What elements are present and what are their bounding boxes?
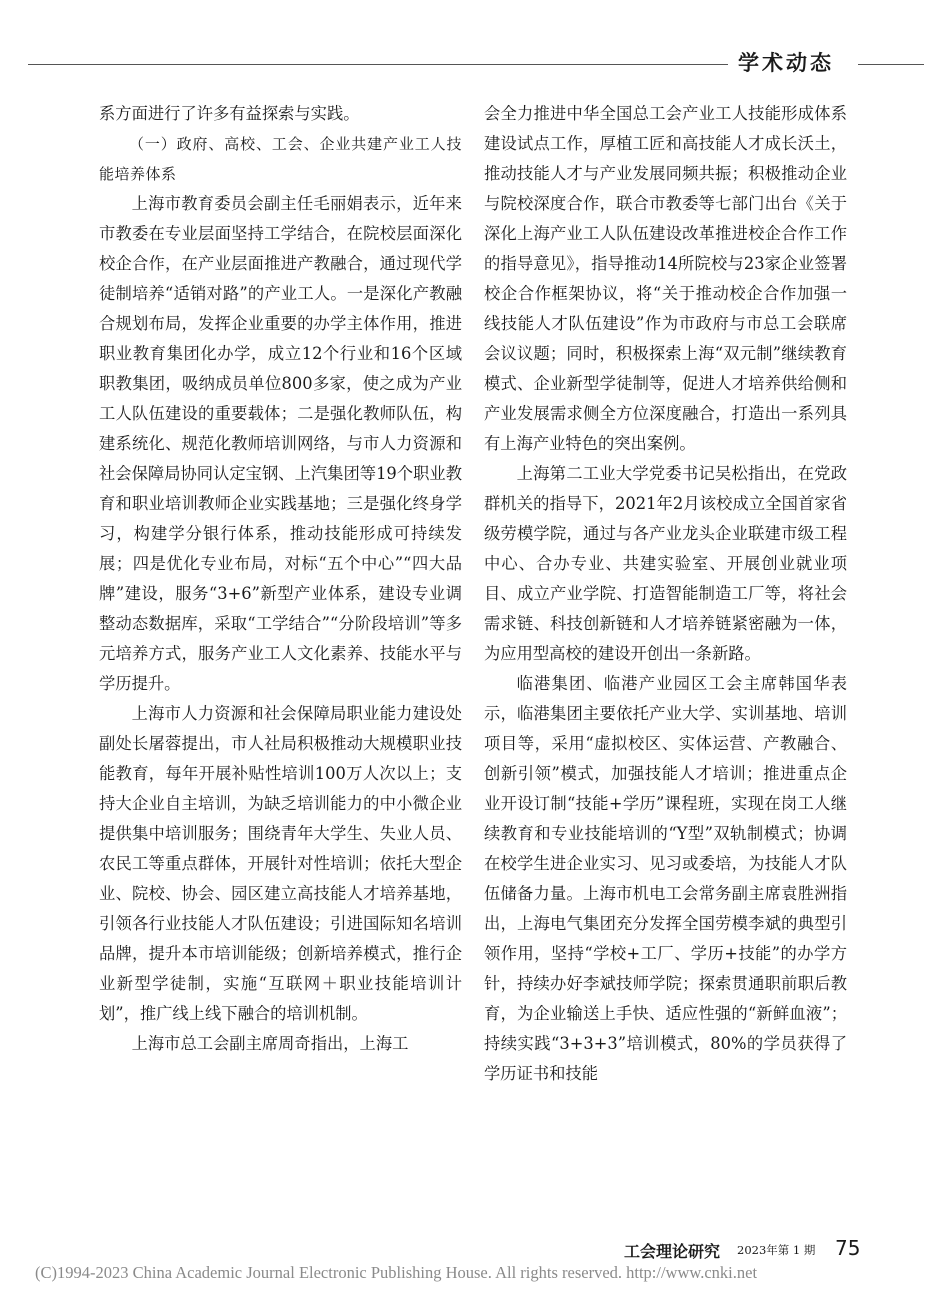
subsection-heading: （一）政府、高校、工会、企业共建产业工人技能培养体系 [99,135,462,183]
left-column [99,99,462,1059]
paragraph: 上海市人力资源和社会保障局职业能力建设处副处长屠蓉提出，市人社局积极推动大规模职业技能教育，每年开展补贴性培训100万人次以上；支持大企业自主培训，为缺乏培训能力的中小微企业提供集中培训服务；围绕青年大学生、失业人员、农民工等重点群体，开展针对性培训；依托大型企业、院校、协会、园区建立高技能人才培养基地，引领各行业技能人才队伍建设；引进国际知名培训品牌，提升本市培训能级；创新培养模式，推行企业新型学徒制，实施“互联网＋职业技能培训计划”，推广线上线下融合的培训机制。 [99,704,462,1023]
journal-name: 工会理论研究 [624,1242,721,1261]
header-rule-left [28,64,728,65]
issue-label: 2023年第 1 期 [737,1243,816,1257]
paragraph: 上海市教育委员会副主任毛丽娟表示，近年来市教委在专业层面坚持工学结合，在院校层面深化校企合作，在产业层面推进产教融合，通过现代学徒制培养“适销对路”的产业工人。一是深化产教融合规划布局，发挥企业重要的办学主体作用，推进职业教育集团化办学，成立12个行业和16个区域职教集团，吸纳成员单位800多家，使之成为产业工人队伍建设的重要载体；二是强化教师队伍，构建系统化、规范化教师培训网络，与市人力资源和社会保障局协同认定宝钢、上汽集团等19个职业教育和职业培训教师企业实践基地；三是强化终身学习，构建学分银行体系，推动技能形成可持续发展；四是优化专业布局，对标“五个中心”“四大品牌”建设，服务“3+6”新型产业体系，建设专业调整动态数据库，采取“工学结合”“分阶段培训”等多元培养方式，服务产业工人文化素养、技能水平与学历提升。 [99,194,462,693]
paragraph: 上海市总工会副主席周奇指出，上海工 [131,1034,409,1053]
right-column [484,99,847,1089]
paragraph: 临港集团、临港产业园区工会主席韩国华表示，临港集团主要依托产业大学、实训基地、培训项目等，采用“虚拟校区、实体运营、产教融合、创新引领”模式，加强技能人才培训；推进重点企业开设订制“技能+学历”课程班，实现在岗工人继续教育和专业技能培训的“Y型”双轨制模式；协调在校学生进企业实习、见习或委培，为技能人才队伍储备力量。上海市机电工会常务副主席袁胜洲指出，上海电气集团充分发挥全国劳模李斌的典型引领作用，坚持“学校+工厂、学历+技能”的办学方针，持续办好李斌技师学院；探索贯通职前职后教育，为企业输送上手快、适应性强的“新鲜血液”；持续实践“3+3+3”培训模式，80%的学员获得了学历证书和技能 [484,674,847,1083]
paragraph: 会全力推进中华全国总工会产业工人技能形成体系建设试点工作，厚植工匠和高技能人才成长沃土，推动技能人才与产业发展同频共振；积极推动企业与院校深度合作，联合市教委等七部门出台《关于深化上海产业工人队伍建设改革推进校企合作工作的指导意见》，指导推动14所院校与23家企业签署校企合作框架协议，将“关于推动校企合作加强一线技能人才队伍建设”作为市政府与市总工会联席会议议题；同时，积极探索上海“双元制”继续教育模式、企业新型学徒制等，促进人才培养供给侧和产业发展需求侧全方位深度融合，打造出一系列具有上海产业特色的突出案例。 [484,104,847,453]
paragraph: 系方面进行了许多有益探索与实践。 [99,104,360,123]
section-title: 学术动态 [738,51,834,75]
header-rule-right [858,64,924,65]
paragraph: 上海第二工业大学党委书记吴松指出，在党政群机关的指导下，2021年2月该校成立全国首家省级劳模学院，通过与各产业龙头企业联建市级工程中心、合办专业、共建实验室、开展创业就业项目、成立产业学院、打造智能制造工厂等，将社会需求链、科技创新链和人才培养链紧密融为一体，为应用型高校的建设开创出一条新路。 [484,464,847,663]
page-number: 75 [835,1236,861,1260]
copyright-notice: (C)1994-2023 China Academic Journal Electronic Publishing House. All rights reserved. http://www.cnki.net [35,1263,758,1282]
